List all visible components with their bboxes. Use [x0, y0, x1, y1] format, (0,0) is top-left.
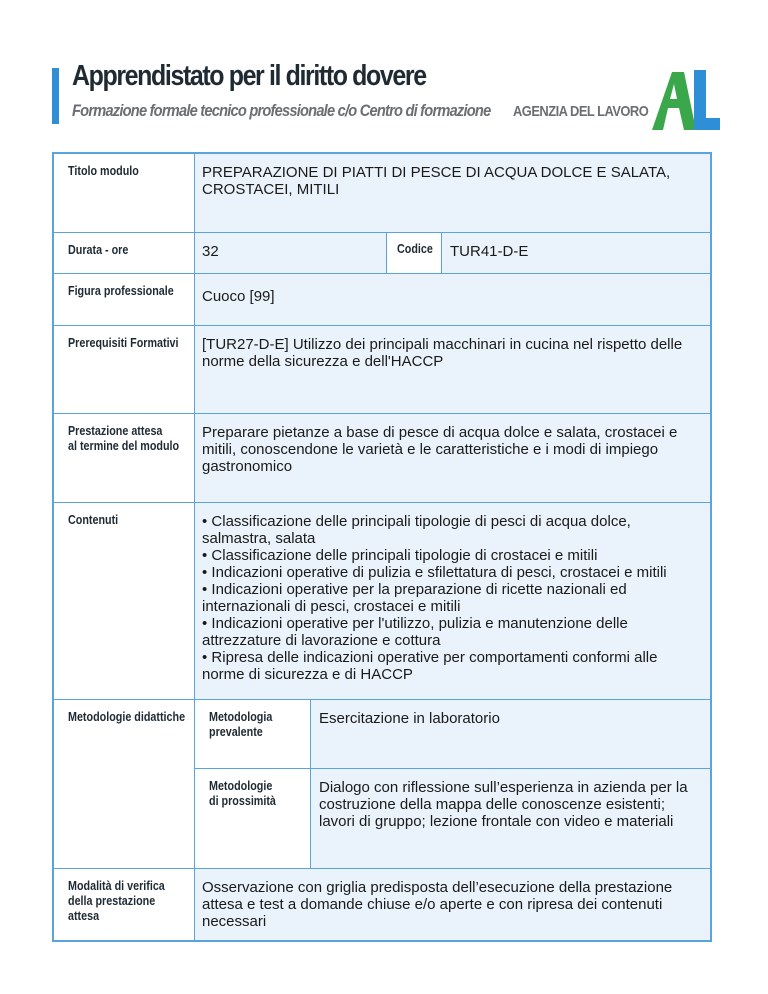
codice-label: Codice [397, 242, 433, 256]
prossimita-label-cell [195, 769, 310, 868]
verifica-value: Osservazione con griglia predisposta dell’esecuzione della prestazione attesa e test a domande chiuse e/o aperte e con ripresa dei contenuti necessari [202, 879, 673, 930]
contenuti-value-cell [194, 503, 710, 699]
contenuti-item: • Classificazione delle principali tipologie di crostacei e mitili [202, 547, 598, 564]
page-title: Apprendistato per il diritto dovere [72, 60, 426, 92]
prevalente-label-cell [195, 700, 310, 768]
prossimita-label [209, 779, 276, 809]
contenuti-list [202, 513, 700, 683]
codice-value: TUR41-D-E [450, 243, 529, 260]
prestazione-value: Preparare pietanze a base di pesce di acqua dolce e salata, crostacei e mitili, conoscendone le varietà e le caratteristiche e i modi di impiego gastronomico [202, 424, 678, 475]
header-accent-bar [52, 68, 59, 124]
prevalente-label-line-1: Metodologia [209, 710, 273, 724]
module-table [52, 152, 712, 942]
figura-value: Cuoco [99] [202, 288, 275, 305]
prerequisiti-label: Prerequisiti Formativi [68, 336, 179, 350]
prossimita-label-line-2: di prossimità [209, 794, 276, 808]
prossimita-value: Dialogo con riflessione sull’esperienza in azienda per la costruzione della mappa delle conoscenze esistenti; lavori di gruppo; lezione frontale con video e materiali [319, 779, 688, 830]
prestazione-label [68, 424, 179, 454]
logo-a-shape [652, 72, 696, 130]
verifica-label-cell [54, 869, 194, 940]
prerequisiti-value: [TUR27-D-E] Utilizzo dei principali macchinari in cucina nel rispetto delle norme della sicurezza e dell'HACCP [202, 336, 683, 370]
metodologie-label: Metodologie didattiche [68, 710, 186, 724]
contenuti-item: • Indicazioni operative di pulizia e sfilettatura di pesci, crostacei e mitili [202, 564, 667, 581]
agenzia-lavoro-logo [650, 66, 722, 132]
column-divider [310, 699, 311, 868]
row-divider [54, 868, 710, 869]
titolo-label-cell [54, 154, 194, 232]
row-divider [54, 232, 710, 233]
durata-label: Durata - ore [68, 243, 129, 257]
row-divider [54, 413, 710, 414]
verifica-label-line-3: attesa [68, 909, 100, 923]
verifica-label-line-2: della prestazione [68, 894, 156, 908]
prevalente-value: Esercitazione in laboratorio [319, 710, 500, 727]
logo-l-shape [694, 70, 720, 130]
column-divider [194, 154, 195, 940]
row-divider [54, 325, 710, 326]
prestazione-label-cell [54, 414, 194, 502]
row-divider [54, 273, 710, 274]
column-divider [386, 232, 387, 273]
contenuti-label: Contenuti [68, 513, 119, 527]
titolo-value: PREPARAZIONE DI PIATTI DI PESCE DI ACQUA DOLCE E SALATA, CROSTACEI, MITILI [202, 164, 671, 198]
row-divider [194, 768, 710, 769]
row-divider [54, 502, 710, 503]
durata-value-cell [194, 233, 386, 273]
titolo-value-cell [194, 154, 710, 232]
figura-label-cell [54, 274, 194, 325]
durata-value: 32 [202, 243, 219, 260]
verifica-label [68, 879, 165, 924]
agency-name: AGENZIA DEL LAVORO [513, 103, 649, 120]
codice-value-cell [442, 233, 710, 273]
row-divider [54, 699, 710, 700]
verifica-label-line-1: Modalità di verifica [68, 879, 165, 893]
prerequisiti-value-cell [194, 326, 710, 413]
verifica-value-cell [194, 869, 710, 940]
contenuti-item: • Ripresa delle indicazioni operative per comportamenti conformi alle norme di sicurezza e di HACCP [202, 649, 658, 683]
prossimita-value-cell [311, 769, 710, 868]
metodologie-label-cell [54, 700, 194, 868]
contenuti-item: • Indicazioni operative per l'utilizzo, pulizia e manutenzione delle attrezzature di lavorazione e cottura [202, 615, 628, 649]
figura-label: Figura professionale [68, 284, 174, 298]
codice-label-cell [387, 233, 441, 273]
titolo-label: Titolo modulo [68, 164, 139, 178]
prevalente-label [209, 710, 272, 740]
prossimita-label-line-1: Metodologie [209, 779, 273, 793]
figura-value-cell [194, 274, 710, 325]
prevalente-label-line-2: prevalente [209, 725, 263, 739]
prerequisiti-label-cell [54, 326, 194, 413]
page-subtitle: Formazione formale tecnico professionale c/o Centro di formazione [72, 101, 491, 120]
column-divider [441, 232, 442, 273]
prevalente-value-cell [311, 700, 710, 768]
contenuti-item: • Indicazioni operative per la preparazione di ricette nazionali ed internazionali di pesci, crostacei e mitili [202, 581, 627, 615]
contenuti-label-cell [54, 503, 194, 699]
contenuti-item: • Classificazione delle principali tipologie di pesci di acqua dolce, salmastra, salata [202, 513, 631, 547]
durata-label-cell [54, 233, 194, 273]
prestazione-label-line-1: Prestazione attesa [68, 424, 163, 438]
prestazione-value-cell [194, 414, 710, 502]
prestazione-label-line-2: al termine del modulo [68, 439, 180, 453]
